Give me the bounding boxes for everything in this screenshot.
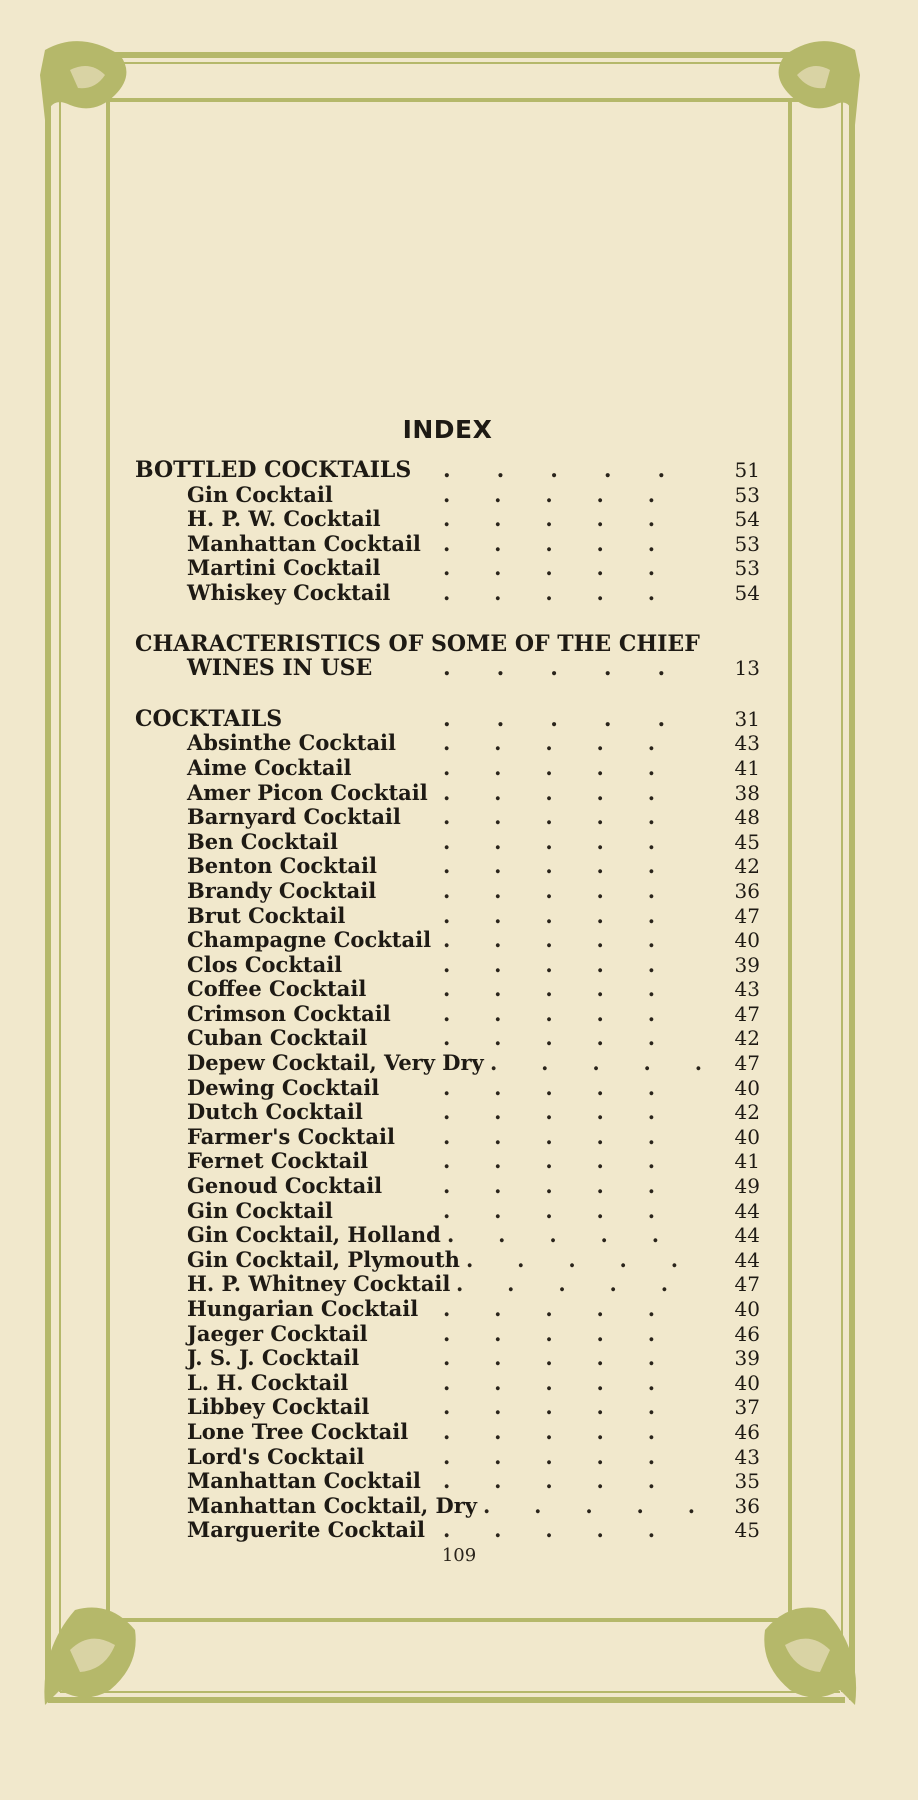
entry-label: Dutch Cocktail (187, 1099, 363, 1125)
dot-leader: . . . . . (447, 1223, 660, 1248)
dot-leader: . . . . . (443, 976, 656, 1002)
entry-label: Lone Tree Cocktail (187, 1418, 409, 1444)
entry-page: 41 (734, 1149, 760, 1174)
dot-leader: . . . . . (443, 1197, 656, 1223)
index-entry (135, 532, 760, 557)
entry-label: Crimson Cocktail (187, 1000, 391, 1026)
entry-page: 44 (734, 1247, 760, 1272)
entry-page: 40 (734, 1075, 760, 1100)
entry-page: 53 (734, 556, 760, 581)
index-entry (135, 1223, 760, 1248)
index-entry (135, 1297, 760, 1322)
index-heading (135, 707, 760, 732)
entry-label: Farmer's Cocktail (187, 1123, 395, 1149)
entry-label: Clos Cocktail (187, 951, 343, 977)
entry-label: Fernet Cocktail (187, 1148, 369, 1174)
entry-page: 42 (734, 1100, 760, 1125)
entry-label: Coffee Cocktail (187, 976, 367, 1002)
index-entry (135, 805, 760, 830)
entry-label: H. P. W. Cocktail (187, 506, 381, 532)
dot-leader: . . . . . (443, 1345, 656, 1371)
entry-page: 53 (734, 482, 760, 507)
entry-label: Whiskey Cocktail (187, 579, 391, 605)
entry-page: 47 (734, 1272, 760, 1297)
entry-label: Gin Cocktail, Plymouth (187, 1246, 460, 1272)
entry-page: 39 (734, 1346, 760, 1371)
entry-page: 36 (734, 1493, 760, 1518)
entry-label: L. H. Cocktail (187, 1369, 349, 1395)
index-entry (135, 556, 760, 581)
entry-page: 37 (734, 1395, 760, 1420)
dot-leader: . . . . . (443, 1000, 656, 1026)
dot-leader: . . . . . (443, 1148, 656, 1174)
index-heading-label: CHARACTERISTICS OF SOME OF THE CHIEF (135, 630, 700, 657)
entry-page: 40 (734, 1370, 760, 1395)
entry-label: Jaeger Cocktail (187, 1320, 368, 1346)
dot-leader: . . . . . (443, 1394, 656, 1420)
dot-leader: . . . . . (443, 1443, 656, 1469)
index-entry (135, 781, 760, 806)
index-entry (135, 756, 760, 781)
dot-leader: . . . . . (443, 655, 666, 682)
entry-label: Aime Cocktail (187, 754, 352, 780)
index-content (135, 415, 760, 1569)
entry-label: Gin Cocktail (187, 1197, 333, 1223)
index-entry (135, 953, 760, 978)
index-entry (135, 1494, 760, 1519)
entry-page: 43 (734, 731, 760, 756)
index-entry (135, 1248, 760, 1273)
entry-label: Barnyard Cocktail (187, 804, 401, 830)
dot-leader: . . . . . (443, 1074, 656, 1100)
entry-page: 46 (734, 1321, 760, 1346)
index-entry (135, 830, 760, 855)
dot-leader: . . . . . (443, 804, 656, 830)
dot-leader: . . . . . (443, 1123, 656, 1149)
index-page-number: 13 (734, 656, 760, 681)
section-bottled-cocktails (135, 458, 760, 606)
section-cocktails (135, 707, 760, 1543)
entry-page: 54 (734, 580, 760, 605)
section-characteristics (135, 632, 760, 681)
entry-label: Libbey Cocktail (187, 1394, 370, 1420)
index-entry (135, 1149, 760, 1174)
index-entry (135, 1445, 760, 1470)
dot-leader: . . . . . (443, 853, 656, 879)
index-entry (135, 581, 760, 606)
dot-leader: . . . . . (443, 1099, 656, 1125)
dot-leader: . . . . . (443, 951, 656, 977)
entry-page: 47 (734, 1051, 760, 1076)
index-heading-label: COCKTAILS (135, 705, 283, 732)
dot-leader: . . . . . (443, 754, 656, 780)
entry-label: Manhattan Cocktail (187, 1468, 421, 1494)
entry-label: H. P. Whitney Cocktail (187, 1271, 451, 1297)
index-entry (135, 928, 760, 953)
entry-label: Brut Cocktail (187, 902, 346, 928)
entry-label: Depew Cocktail, Very Dry (187, 1050, 484, 1076)
index-entry (135, 879, 760, 904)
entry-page: 42 (734, 1026, 760, 1051)
dot-leader: . . . . . (443, 1418, 656, 1444)
entry-label: Manhattan Cocktail (187, 530, 421, 556)
dot-leader: . . . . . (443, 1468, 656, 1494)
dot-leader: . . . . . (443, 555, 656, 581)
index-entry (135, 1420, 760, 1445)
entry-page: 40 (734, 1297, 760, 1321)
dot-leader: . . . . . (443, 457, 666, 483)
index-heading-continuation (135, 656, 760, 681)
entry-label: Brandy Cocktail (187, 877, 377, 903)
dot-leader: . . . . . (443, 1173, 656, 1199)
entry-label: Cuban Cocktail (187, 1025, 368, 1051)
index-entry (135, 1174, 760, 1199)
entry-page: 39 (734, 952, 760, 977)
index-entry (135, 483, 760, 508)
page-title: INDEX (402, 415, 493, 444)
entry-page: 53 (734, 531, 760, 556)
index-heading (135, 458, 760, 483)
index-page-number: 31 (734, 706, 760, 731)
entry-page: 38 (734, 780, 760, 805)
entry-label: Champagne Cocktail (187, 927, 432, 953)
entry-label: Amer Picon Cocktail (187, 779, 428, 805)
dot-leader: . . . . . (443, 481, 656, 507)
dot-leader: . . . . . (443, 705, 666, 732)
index-heading-label-line2: WINES IN USE (187, 655, 373, 682)
dot-leader: . . . . . (443, 730, 656, 756)
dot-leader: . . . . . (443, 927, 656, 953)
dot-leader: . . . . . (443, 506, 656, 532)
index-entry (135, 1076, 760, 1101)
dot-leader: . . . . . (443, 1296, 656, 1321)
index-entry (135, 1518, 760, 1543)
entry-label: Gin Cocktail (187, 481, 333, 507)
entry-label: Martini Cocktail (187, 555, 381, 581)
dot-leader: . . . . . (443, 779, 656, 805)
dot-leader: . . . . . (443, 530, 656, 556)
index-entry (135, 1272, 760, 1297)
index-heading-label: BOTTLED COCKTAILS (135, 457, 412, 483)
entry-label: Benton Cocktail (187, 853, 377, 879)
dot-leader: . . . . . (443, 1320, 656, 1346)
page-number: 109 (441, 1545, 477, 1566)
entry-page: 42 (734, 854, 760, 879)
entry-page: 46 (734, 1419, 760, 1444)
entry-label: J. S. J. Cocktail (187, 1345, 360, 1371)
entry-label: Lord's Cocktail (187, 1443, 365, 1469)
entry-page: 45 (734, 1518, 760, 1543)
entry-page: 40 (734, 928, 760, 953)
entry-page: 43 (734, 977, 760, 1002)
dot-leader: . . . . . (443, 877, 656, 903)
index-entry (135, 1371, 760, 1396)
entry-page: 36 (734, 878, 760, 903)
dot-leader: . . . . . (443, 828, 656, 854)
index-entry (135, 904, 760, 929)
entry-page: 54 (734, 507, 760, 532)
entry-page: 41 (734, 755, 760, 780)
dot-leader: . . . . . (490, 1051, 703, 1076)
index-page-number: 51 (734, 458, 760, 482)
dot-leader: . . . . . (443, 1517, 656, 1543)
index-entry (135, 1395, 760, 1420)
entry-label: Genoud Cocktail (187, 1173, 383, 1199)
entry-page: 35 (734, 1469, 760, 1494)
dot-leader: . . . . . (443, 902, 656, 928)
entry-label: Absinthe Cocktail (187, 730, 397, 756)
dot-leader: . . . . . (443, 1025, 656, 1051)
index-entry (135, 731, 760, 756)
dot-leader: . . . . . (466, 1247, 679, 1272)
entry-page: 45 (734, 829, 760, 854)
entry-page: 44 (734, 1198, 760, 1223)
index-entry (135, 1322, 760, 1347)
index-entry (135, 1346, 760, 1371)
index-entry (135, 1100, 760, 1125)
entry-page: 43 (734, 1444, 760, 1469)
entry-page: 49 (734, 1174, 760, 1199)
entry-label: Marguerite Cocktail (187, 1517, 425, 1543)
dot-leader: . . . . . (443, 579, 656, 605)
entry-page: 40 (734, 1124, 760, 1149)
index-entry (135, 977, 760, 1002)
dot-leader: . . . . . (456, 1272, 669, 1297)
dot-leader: . . . . . (443, 1369, 656, 1395)
index-entry (135, 1199, 760, 1224)
entry-page: 47 (734, 1001, 760, 1026)
entry-page: 48 (734, 805, 760, 830)
index-entry (135, 1469, 760, 1494)
index-entry (135, 1002, 760, 1027)
dot-leader: . . . . . (483, 1493, 696, 1518)
entry-page: 44 (734, 1223, 760, 1248)
entry-page: 47 (734, 903, 760, 928)
index-entry (135, 507, 760, 532)
entry-label: Gin Cocktail, Holland (187, 1222, 441, 1248)
index-entry (135, 854, 760, 879)
entry-label: Manhattan Cocktail, Dry (187, 1492, 478, 1518)
entry-label: Ben Cocktail (187, 828, 339, 854)
index-heading (135, 632, 760, 657)
index-entry (135, 1125, 760, 1150)
index-entry (135, 1026, 760, 1051)
entry-label: Hungarian Cocktail (187, 1296, 419, 1321)
entry-label: Dewing Cocktail (187, 1074, 380, 1100)
index-entry (135, 1051, 760, 1076)
